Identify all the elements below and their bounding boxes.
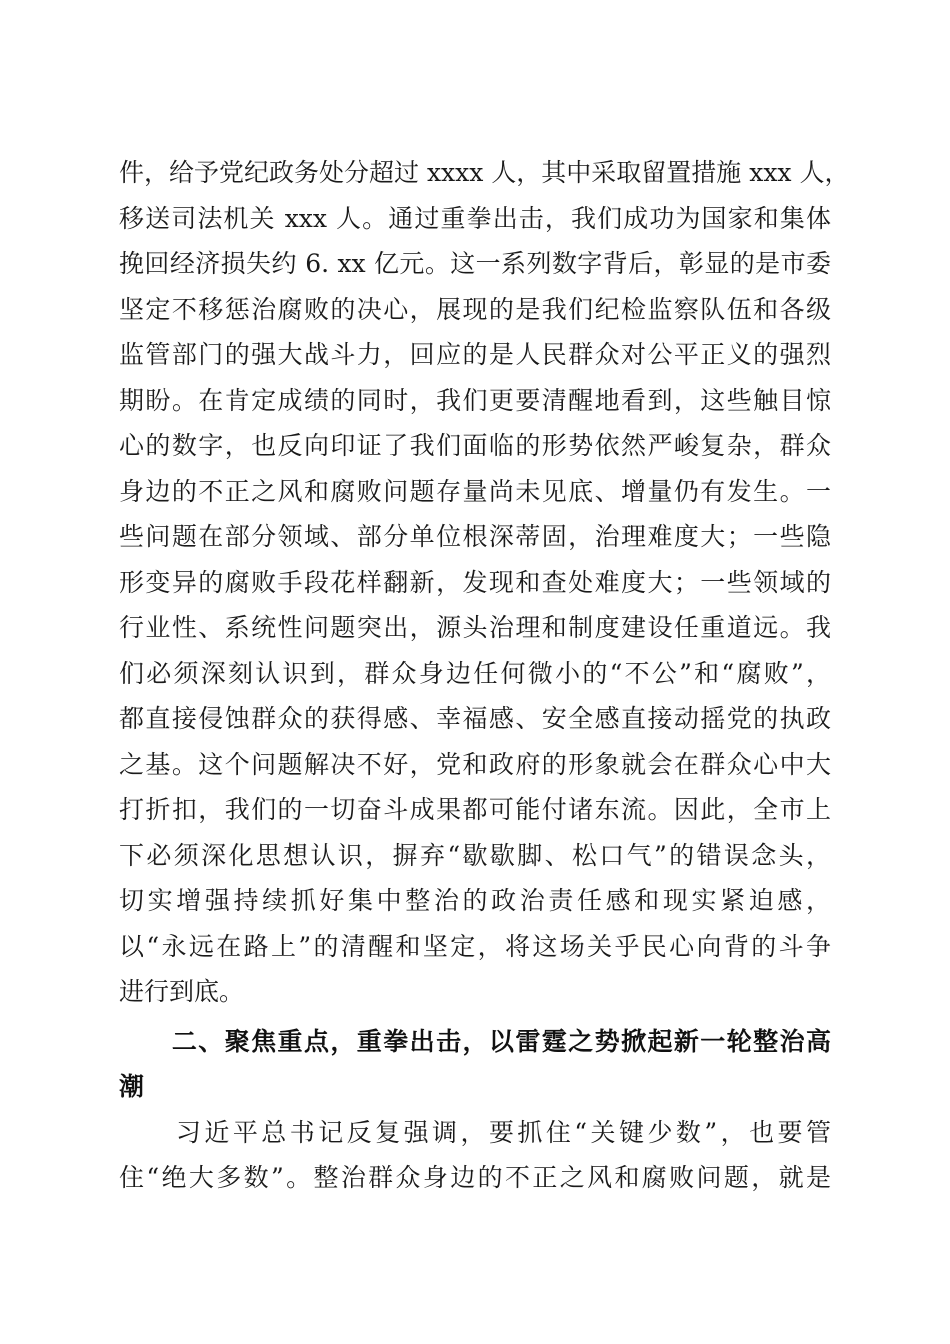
text-line: 形变异的腐败手段花样翻新，发现和查处难度大；一些领域的 — [119, 567, 831, 597]
heading-line: 二、聚焦重点，重拳出击，以雷霆之势掀起新一轮整治高 — [119, 1026, 831, 1056]
text-line: 监管部门的强大战斗力，回应的是人民群众对公平正义的强烈 — [119, 340, 831, 369]
paragraph-1 — [119, 150, 850, 1015]
text-line: 移送司法机关 xxx 人。通过重拳出击，我们成功为国家和集体 — [119, 203, 831, 233]
text-line: 心的数字，也反向印证了我们面临的形势依然严峻复杂，群众 — [119, 431, 831, 460]
text-line: 之基。这个问题解决不好，党和政府的形象就会在群众心中大 — [119, 749, 831, 779]
text-line: 行业性、系统性问题突出，源头治理和制度建设任重道远。我 — [119, 613, 831, 642]
text-line: 以“永远在路上”的清醒和坚定，将这场关乎民心向背的斗争 — [119, 931, 831, 961]
text-line: 些问题在部分领域、部分单位根深蒂固，治理难度大；一些隐 — [119, 522, 831, 551]
document-body — [119, 150, 850, 1201]
text-line: 件，给予党纪政务处分超过 xxxx 人，其中采取留置措施 xxx 人， — [119, 158, 850, 187]
text-line: 住“绝大多数”。整治群众身边的不正之风和腐败问题，就是 — [119, 1163, 831, 1192]
text-line: 挽回经济损失约 6. xx 亿元。这一系列数字背后，彰显的是市委 — [119, 249, 831, 278]
text-line: 切实增强持续抓好集中整治的政治责任感和现实紧迫感， — [119, 886, 831, 915]
text-line: 下必须深化思想认识，摒弃“歇歇脚、松口气”的错误念头， — [119, 840, 831, 870]
text-line: 进行到底。 — [119, 977, 245, 1006]
section-heading-2 — [119, 1019, 831, 1110]
text-line: 都直接侵蚀群众的获得感、幸福感、安全感直接动摇党的执政 — [119, 704, 831, 733]
text-line: 习近平总书记反复强调，要抓住“关键少数”，也要管 — [119, 1117, 831, 1147]
text-line: 打折扣，我们的一切奋斗成果都可能付诸东流。因此，全市上 — [119, 795, 831, 824]
text-line: 们必须深刻认识到，群众身边任何微小的“不公”和“腐败”， — [119, 658, 831, 688]
text-line: 期盼。在肯定成绩的同时，我们更要清醒地看到，这些触目惊 — [119, 385, 831, 415]
text-line: 身边的不正之风和腐败问题存量尚未见底、增量仍有发生。一 — [119, 476, 831, 506]
paragraph-2 — [119, 1110, 831, 1201]
text-line: 坚定不移惩治腐败的决心，展现的是我们纪检监察队伍和各级 — [119, 294, 831, 324]
heading-line: 潮 — [119, 1072, 145, 1101]
